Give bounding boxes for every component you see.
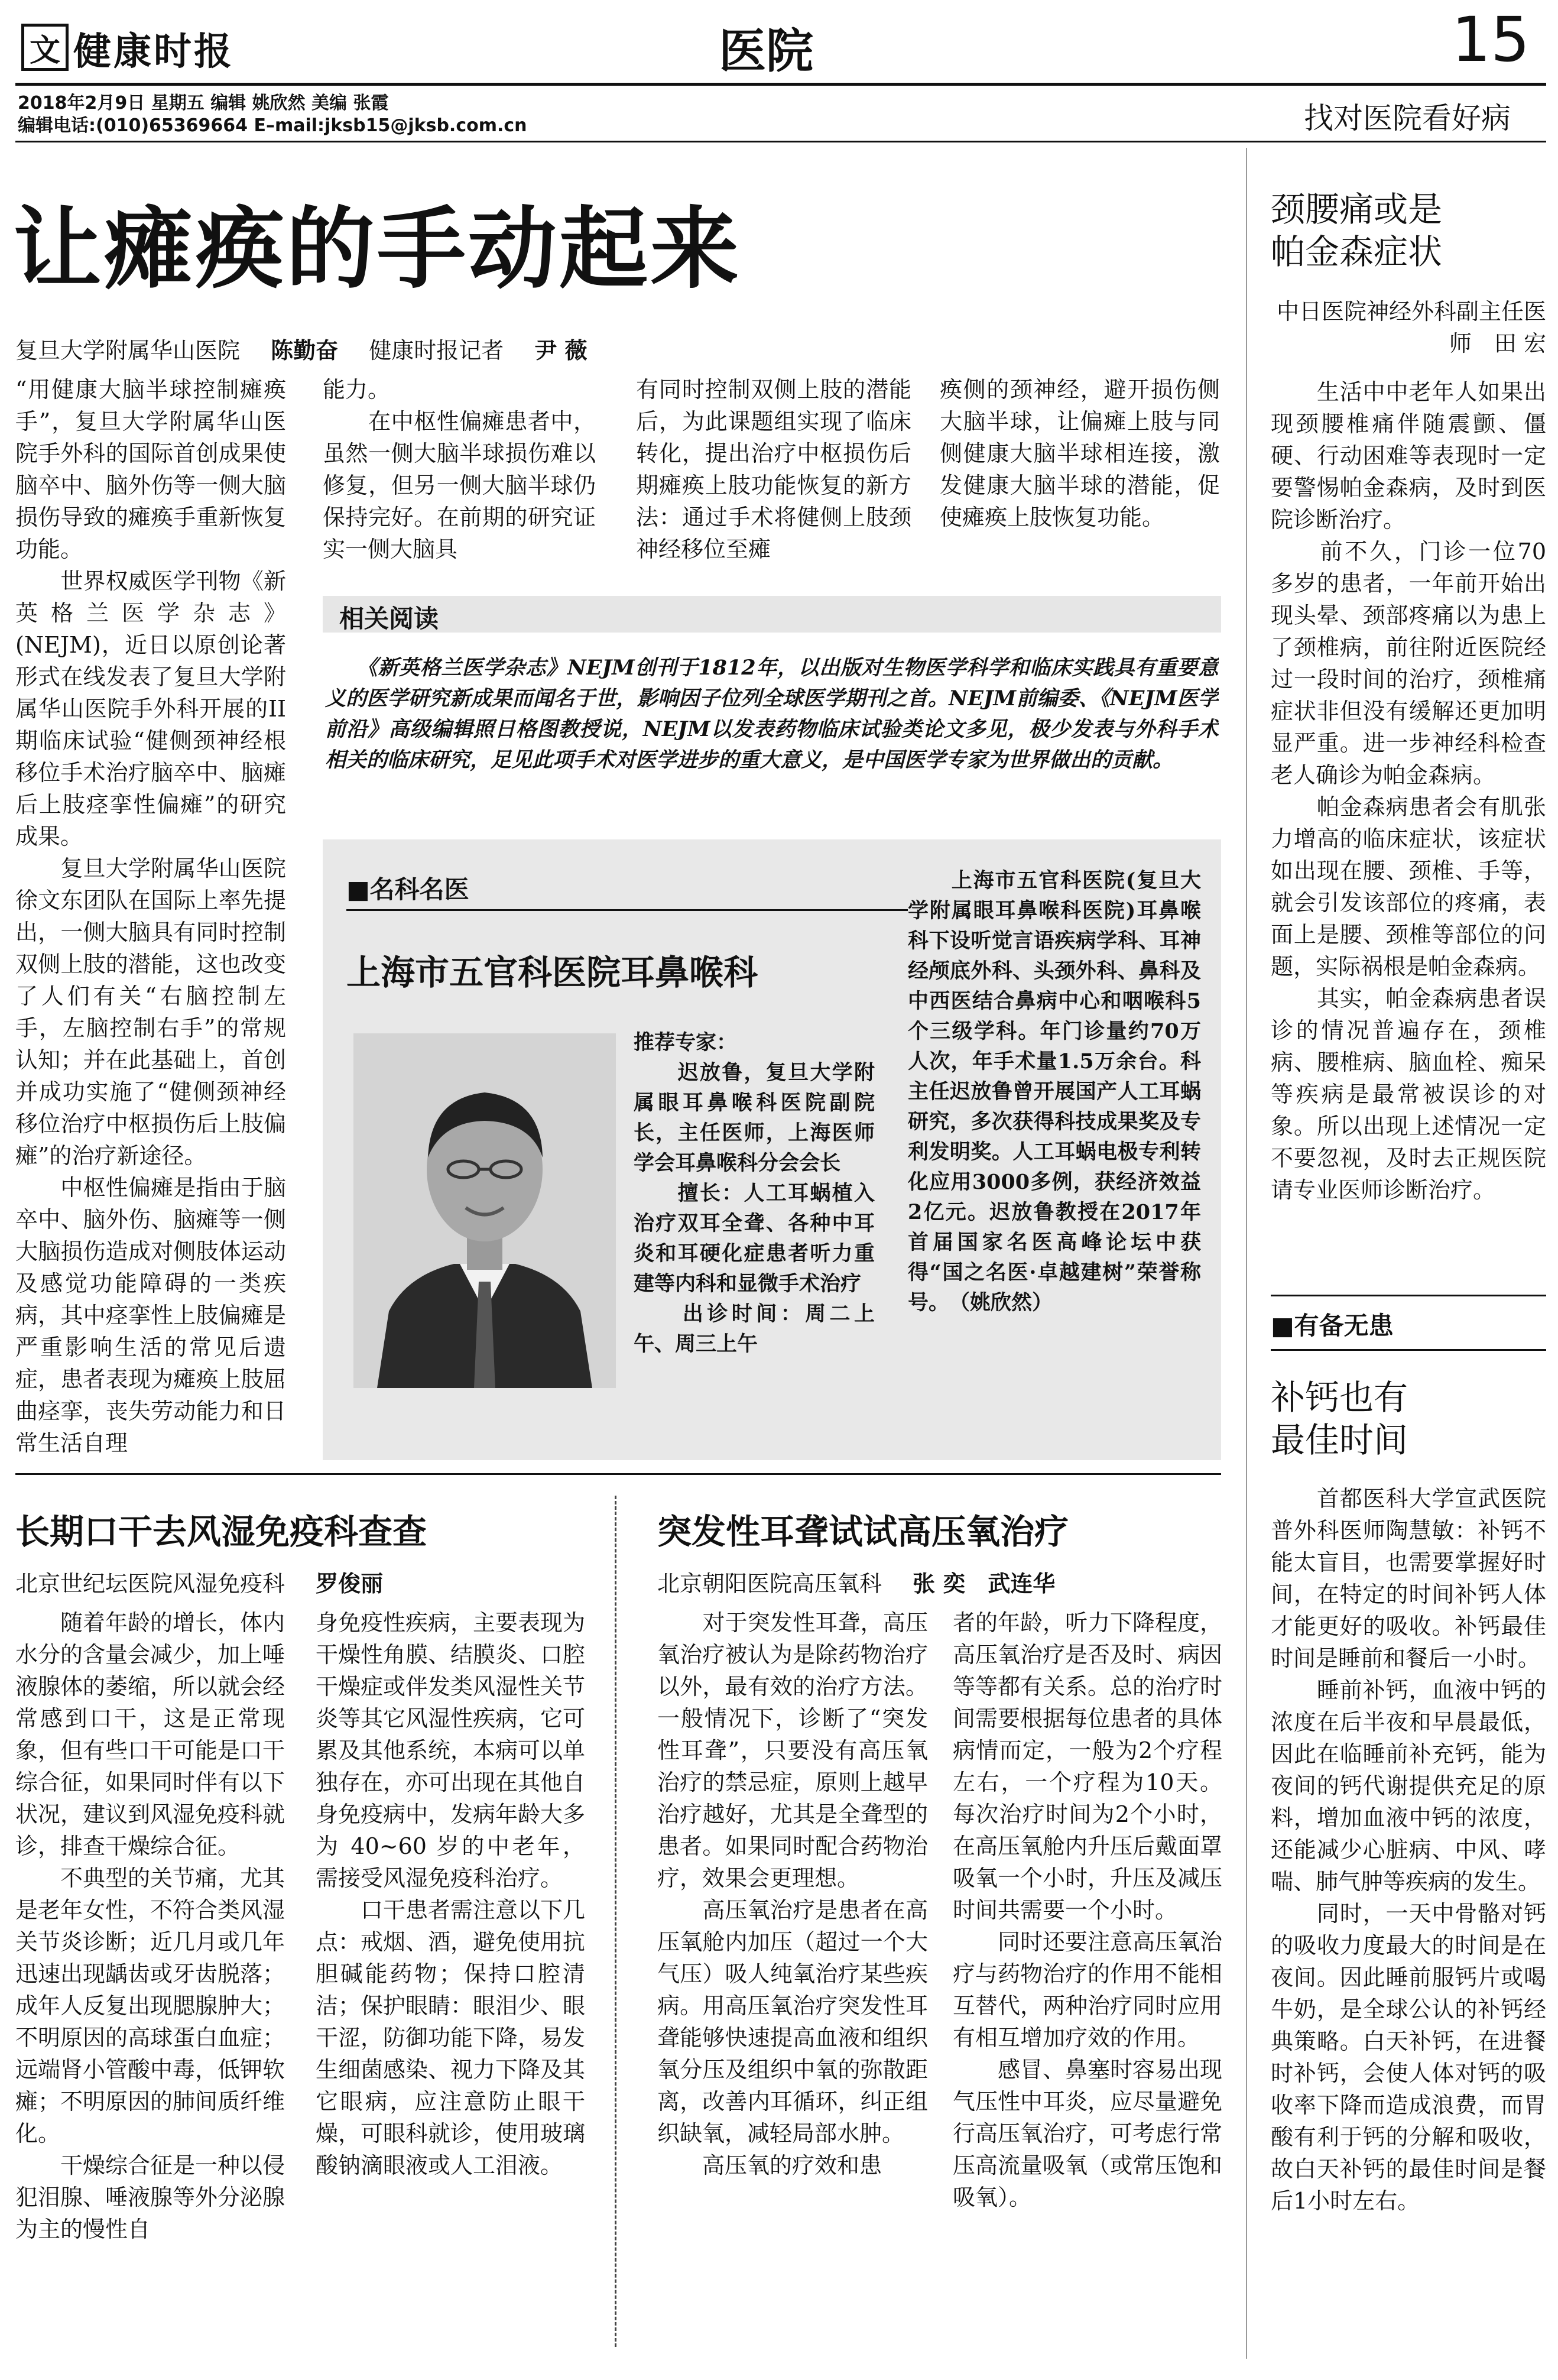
contact-line: 编辑电话:(010)65369664 E–mail:jksb15@jksb.com.cn <box>18 115 527 136</box>
masthead <box>0 0 1558 142</box>
lead-col-4: 痪侧的颈神经，避开损伤侧大脑半球，让偏瘫上肢与同侧健康大脑半球相连接，激发健康大脑半球的潜能，促使瘫痪上肢恢复功能。 <box>940 377 1220 530</box>
sidebar-tag-rule-top <box>1271 1295 1546 1296</box>
famous-dept-title: 上海市五官科医院耳鼻喉科 <box>346 952 758 993</box>
byline-author: 陈勤奋 <box>271 337 339 364</box>
lead-headline: 让瘫痪的手动起来 <box>13 197 742 301</box>
logo-mark <box>21 24 69 71</box>
deafness-author: 张 奕 武连华 <box>913 1570 1056 1597</box>
dry-mouth-author: 罗俊丽 <box>316 1570 384 1597</box>
dept-intro-text: 上海市五官科医院(复旦大学附属眼耳鼻喉科医院)耳鼻喉科下设听觉言语疾病学科、耳神经颅底外科、头颈外科、鼻科及中西医结合鼻病中心和咽喉科5个三级学科。年门诊量约70万人次，年手术量1.5万余台。科主任迟放鲁曾开展国产人工耳蜗研究，多次获得科技成果奖及专利发明奖。人工耳蜗电极专利转化应用3000多例，获经济效益2亿元。迟放鲁教授在2017年首届国家名医高峰论坛中获得“国之名医·卓越建树”荣誉称号。 （姚欣然） <box>908 868 1201 1315</box>
dry-mouth-col-1: 随着年龄的增长，体内水分的含量会减少，加上唾液腺体的萎缩，所以就会经常感到口干，这是正常现象，但有些口干可能是口干综合征，如果同时伴有以下状况，建议到风湿免疫科就诊，排查干燥综合征。 不典型的关节痛，尤其是老年女性，不符合类风湿关节炎诊断；近几月或几年迅速出现龋齿或牙齿脱落；成年人反复出现腮腺肿大；不明原因的高球蛋白血症；远端肾小管酸中毒，低钾软瘫；不明原因的肺间质纤维化。 干燥综合征是一种以侵犯泪腺、唾液腺等外分泌腺为主的慢性自 <box>15 1610 285 2242</box>
famous-dept-tag: ■名科名医 <box>346 875 469 904</box>
dry-mouth-col-2: 身免疫性疾病，主要表现为干燥性角膜、结膜炎、口腔干燥症或伴发类风湿性关节炎等其它风湿性疾病，它可累及其他系统，本病可以单独存在，亦可出现在其他自身免疫病中，发病年龄大多为 40~60 岁的中老年，需接受风湿免疫科治疗。 口干患者需注意以下几点：戒烟、酒，避免使用抗胆碱能药物；保持口腔清洁；保护眼睛：眼泪少、眼干涩，防御功能下降，易发生细菌感染、视力下降及其它眼病，应注意防止眼干燥，可眼科就诊，使用玻璃酸钠滴眼液或人工泪液。 <box>316 1610 585 2178</box>
deafness-org: 北京朝阳医院高压氧科 <box>657 1571 882 1597</box>
calcium-headline: 补钙也有 最佳时间 <box>1271 1377 1408 1460</box>
calcium-text: 首都医科大学宣武医院普外科医师陶慧敏：补钙不能太盲目，也需要掌握好时间，在特定的时间补钙人体才能更好的吸收。补钙最佳时间是睡前和餐后一小时。 睡前补钙，血液中钙的浓度在后半夜和早晨最低，因此在临睡前补充钙，能为夜间的钙代谢提供充足的原料，增加血液中钙的浓度，还能减少心脏病、中风、哮喘、肺气肿等疾病的发生。 同时，一天中骨骼对钙的吸收力度最大的时间是在夜间。因此睡前服钙片或喝牛奶，是全球公认的补钙经典策略。白天补钙，在进餐时补钙，会使人体对钙的吸收率下降而造成浪费，而胃酸有利于钙的分解和吸收，故白天补钙的最佳时间是餐后1小时左右。 <box>1271 1486 1546 2214</box>
lead-col-1: “用健康大脑半球控制瘫痪手”，复旦大学附属华山医院手外科的国际首创成果使脑卒中、脑外伤等一侧大脑损伤导致的瘫痪手重新恢复功能。 世界权威医学刊物《新英格兰医学杂志》(NEJM)，近日以原创论著形式在线发表了复旦大学附属华山医院手外科开展的II期临床试验“健侧颈神经根移位手术治疗脑卒中、脑瘫后上肢痉挛性偏瘫”的研究成果。 复旦大学附属华山医院徐文东团队在国际上率先提出，一侧大脑具有同时控制双侧上肢的潜能，这也改变了人们有关“右脑控制左手，左脑控制右手”的常规认知；并在此基础上，首创并成功实施了“健侧颈神经移位治疗中枢损伤后上肢偏瘫”的治疗新途径。 中枢性偏瘫是指由于脑卒中、脑外伤、脑瘫等一侧大脑损伤造成对侧肢体运动及感觉功能障碍的一类疾病，其中痉挛性上肢偏瘫是严重影响生活的常见后遗症，患者表现为瘫痪上肢屈曲痉挛，丧失劳动能力和日常生活自理 <box>15 377 286 1456</box>
column-divider <box>615 1496 616 2347</box>
related-reading-title: 相关阅读 <box>339 604 439 633</box>
byline-role: 健康时报记者 <box>369 338 504 364</box>
page-number: 15 <box>1452 4 1530 76</box>
masthead-rule-bottom <box>15 141 1546 142</box>
slogan: 找对医院看好病 <box>1304 101 1511 135</box>
lead-col-2: 能力。 在中枢性偏瘫患者中，虽然一侧大脑半球损伤难以修复，但另一侧大脑半球仍保持完好。在前期的研究证实一侧大脑具 <box>323 377 596 562</box>
related-reading-text: 《新英格兰医学杂志》NEJM创刊于1812年，以出版对生物医学科学和临床实践具有重要意义的医学研究新成果而闻名于世，影响因子位列全球医学期刊之首。NEJM前编委、《NEJM医学前沿》高级编辑照日格图教授说，NEJM以发表药物临床试验类论文多见，极少发表与外科手术相关的临床研究，足见此项手术对医学进步的重大意义，是中国医学专家为世界做出的贡献。 <box>325 656 1219 772</box>
deafness-byline <box>657 1565 1055 1598</box>
deafness-col-2: 者的年龄，听力下降程度，高压氧治疗是否及时、病因等等都有关系。总的治疗时间需要根据每位患者的具体病情而定，一般为2个疗程左右，一个疗程为10天。每次治疗时间为2个小时，在高压氧舱内升压后戴面罩吸氧一个小时，升压及减压时间共需要一个小时。 同时还要注意高压氧治疗与药物治疗的作用不能相互替代，两种治疗同时应用有相互增加疗效的作用。 感冒、鼻塞时容易出现气压性中耳炎，应尽量避免行高压氧治疗，可考虑行常压高流量吸氧（或常压饱和吸氧）。 <box>953 1610 1222 2210</box>
dry-mouth-byline <box>15 1565 383 1598</box>
lower-section-rule <box>15 1473 1221 1475</box>
section-title: 医院 <box>719 23 813 79</box>
expert-text: 推荐专家： 迟放鲁，复旦大学附属眼耳鼻喉科医院副院长，主任医师，上海医师学会耳鼻喉科分会会长 擅长：人工耳蜗植入治疗双耳全聋、各种中耳炎和耳硬化症患者听力重建等内科和显微手术治疗 出诊时间：周二上午、周三上午 <box>634 1030 875 1356</box>
dry-mouth-headline: 长期口干去风湿免疫科查查 <box>15 1512 427 1552</box>
sidebar-tag-rule-bottom <box>1271 1349 1546 1351</box>
sidebar-tag: ■有备无患 <box>1271 1311 1394 1340</box>
famous-dept-box <box>323 839 1221 1460</box>
parkinson-headline: 颈腰痛或是 帕金森症状 <box>1271 189 1443 272</box>
date-line: 2018年2月9日 星期五 编辑 姚欣然 美编 张霞 <box>18 93 389 114</box>
byline-reporter: 尹 薇 <box>534 337 588 364</box>
logo-glyph: 文 <box>29 32 60 69</box>
related-reading-bar <box>323 596 1221 633</box>
parkinson-byline: 中日医院神经外科副主任医师 田 宏 <box>1276 299 1546 356</box>
famous-dept-tag-rule <box>346 909 908 911</box>
lead-byline <box>15 332 588 365</box>
byline-org: 复旦大学附属华山医院 <box>15 338 241 364</box>
masthead-rule <box>15 83 1546 86</box>
sidebar-divider <box>1246 148 1247 2359</box>
lead-col-3: 有同时控制双侧上肢的潜能后，为此课题组实现了临床转化，提出治疗中枢损伤后期瘫痪上肢功能恢复的新方法：通过手术将健侧上肢颈神经移位至瘫 <box>636 377 911 562</box>
deafness-headline: 突发性耳聋试试高压氧治疗 <box>657 1512 1069 1552</box>
parkinson-text: 生活中中老年人如果出现颈腰椎痛伴随震颤、僵硬、行动困难等表现时一定要警惕帕金森病，及时到医院诊断治疗。 前不久，门诊一位70多岁的患者，一年前开始出现头晕、颈部疼痛以为患上了颈椎病，前往附近医院经过一段时间的治疗，颈椎痛症状非但没有缓解还更加明显严重。进一步神经科检查老人确诊为帕金森病。 帕金森病患者会有肌张力增高的临床症状，该症状如出现在腰、颈椎、手等，就会引发该部位的疼痛，表面上是腰、颈椎等部位的问题，实际祸根是帕金森病。 其实，帕金森病患者误诊的情况普遍存在，颈椎病、腰椎病、脑血栓、痴呆等疾病是最常被误诊的对象。所以出现上述情况一定不要忽视，及时去正规医院请专业医师诊断治疗。 <box>1271 379 1546 1203</box>
doctor-photo <box>353 1033 616 1388</box>
deafness-col-1: 对于突发性耳聋，高压氧治疗被认为是除药物治疗以外，最有效的治疗方法。一般情况下，诊断了“突发性耳聋”，只要没有高压氧治疗的禁忌症，原则上越早治疗越好，尤其是全聋型的患者。如果同时配合药物治疗，效果会更理想。 高压氧治疗是患者在高压氧舱内加压（超过一个大气压）吸人纯氧治疗某些疾病。用高压氧治疗突发性耳聋能够快速提高血液和组织氧分压及组织中氧的弥散距离，改善内耳循环，纠正组织缺氧，减轻局部水肿。 高压氧的疗效和患 <box>657 1610 928 2178</box>
paper-name: 健康时报 <box>73 30 234 74</box>
dry-mouth-org: 北京世纪坛医院风湿免疫科 <box>15 1571 285 1597</box>
